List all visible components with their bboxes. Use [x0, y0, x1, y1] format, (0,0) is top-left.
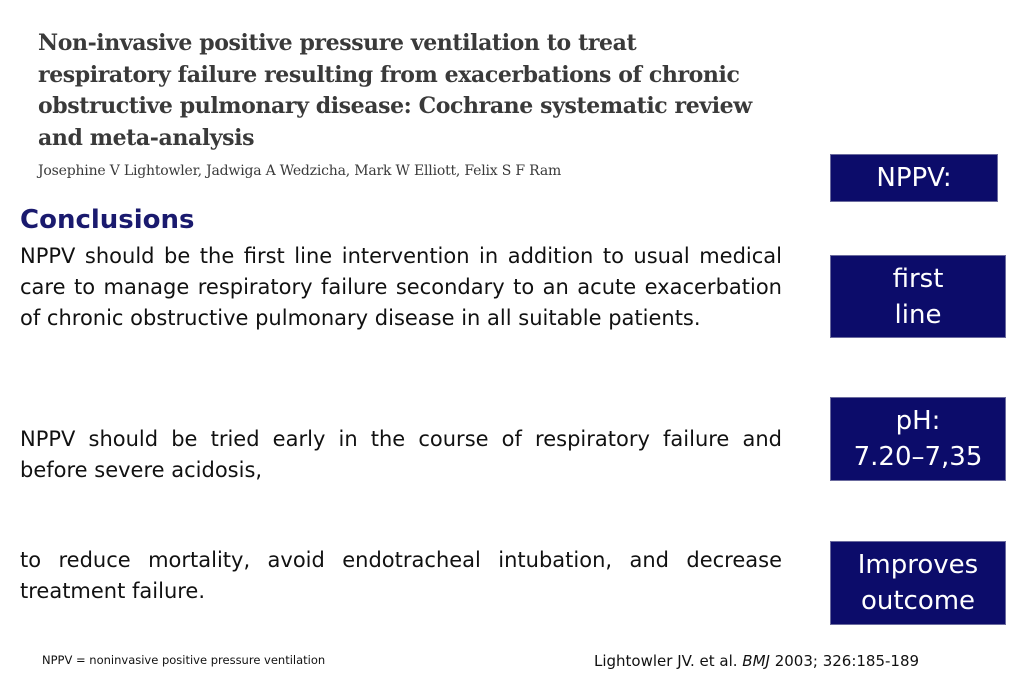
citation-authors: Lightowler JV. et al.	[594, 652, 743, 670]
citation-journal: BMJ	[742, 652, 770, 670]
paper-title: Non-invasive positive pressure ventilation to treat respiratory failure resulting from exacerbations of chronic obstructive pulmonary disease: Cochrane systematic review and meta-analysis	[38, 30, 752, 151]
conclusion-paragraph-2: NPPV should be tried early in the course of respiratory failure and before severe acidosis,	[20, 427, 782, 482]
reference-citation	[594, 652, 919, 670]
citation-details: 2003; 326:185-189	[769, 652, 920, 670]
callout-improves-outcome-text: Improves outcome	[857, 550, 979, 616]
callout-ph	[830, 397, 1006, 481]
callout-nppv	[830, 154, 998, 202]
abbreviation-footnote: NPPV = noninvasive positive pressure ventilation	[42, 653, 326, 667]
callout-first-line	[830, 255, 1006, 338]
callout-improves-outcome	[830, 541, 1006, 625]
callout-first-line-text: first line	[892, 263, 944, 330]
conclusion-paragraph-1: NPPV should be the first line intervention in addition to usual medical care to manage respiratory failure secondary to an acute exacerbation of chronic obstructive pulmonary disease in all suitable patients.	[20, 244, 782, 330]
conclusions-heading: Conclusions	[20, 205, 195, 235]
conclusion-paragraph-3: to reduce mortality, avoid endotracheal intubation, and decrease treatment failure.	[20, 548, 782, 603]
paper-authors: Josephine V Lightowler, Jadwiga A Wedzicha, Mark W Elliott, Felix S F Ram	[38, 163, 562, 179]
callout-nppv-text: NPPV:	[876, 163, 952, 193]
callout-ph-text: pH: 7.20–7,35	[853, 406, 983, 472]
